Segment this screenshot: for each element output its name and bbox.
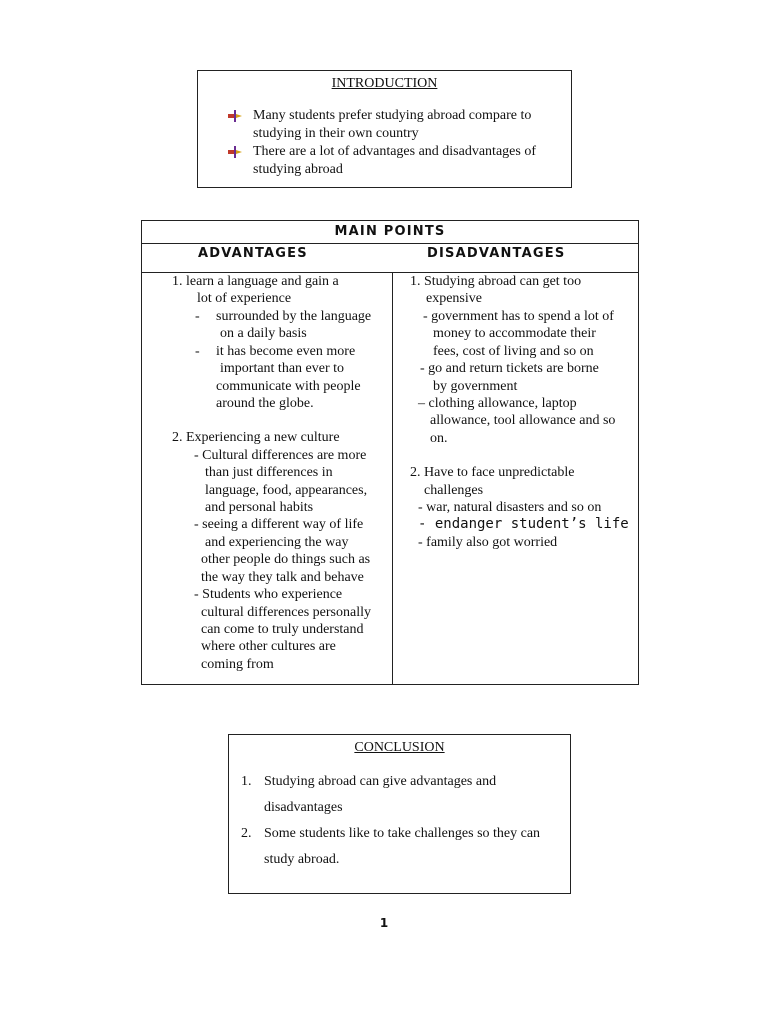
disadvantages-line: allowance, tool allowance and so [430,413,616,428]
advantages-line: - Students who experience [194,587,343,602]
introduction-bullet [228,107,538,142]
disadvantages-line: expensive [426,291,482,306]
advantages-line: important than ever to [220,361,345,376]
page-number: 1 [379,916,389,930]
advantages-line: where other cultures are [201,639,336,654]
disadvantages-line: fees, cost of living and so on [433,344,594,359]
main-points-title-row [142,221,638,244]
advantages-line: around the globe. [216,396,314,411]
advantages-line: it has become even more [216,344,356,359]
advantages-line: than just differences in [205,465,333,480]
bullet-text-line1: There are a lot of advantages and disadvantages of [253,144,536,159]
advantages-line: can come to truly understand [201,622,364,637]
column-header-row [142,243,638,273]
main-points-table [141,220,639,685]
column-divider [392,272,393,684]
disadvantages-line: by government [433,379,518,394]
advantages-line: and experiencing the way [205,535,349,550]
advantages-line: - seeing a different way of life [194,517,364,532]
arrow-bullet-icon [228,109,242,123]
disadvantages-line: - government has to spend a lot of [423,309,614,324]
conclusion-item-line: disadvantages [264,800,343,815]
disadvantages-line: money to accommodate their [433,326,596,341]
advantages-line: - Cultural differences are more [194,448,367,463]
advantages-dash: - [195,344,200,359]
advantages-line: 2. Experiencing a new culture [172,430,340,445]
advantages-line: communicate with people [216,379,361,394]
advantages-line: coming from [201,657,274,672]
disadvantages-line: 1. Studying abroad can get too [410,274,582,289]
advantages-line: 1. learn a language and gain a [172,274,339,289]
bullet-text-line2: studying abroad [253,161,343,177]
disadvantages-line: 2. Have to face unpredictable [410,465,575,480]
disadvantages-header: DISADVANTAGES [427,246,566,261]
disadvantages-line: - endanger student’s life [418,516,629,532]
disadvantages-line: challenges [424,483,484,498]
conclusion-box [228,734,571,894]
bullet-text-line2: studying in their own country [253,125,419,141]
advantages-line: other people do things such as [201,552,371,567]
disadvantages-line: - go and return tickets are borne [420,361,599,376]
conclusion-item-line: study abroad. [264,852,340,867]
advantages-line: surrounded by the language [216,309,372,324]
introduction-title: INTRODUCTION [331,76,438,91]
conclusion-item-number: 1. [241,774,252,789]
arrow-bullet-icon [228,145,242,159]
advantages-header: ADVANTAGES [198,246,308,261]
conclusion-item-number: 2. [241,826,252,841]
advantages-line: the way they talk and behave [201,570,364,585]
disadvantages-line: - war, natural disasters and so on [418,500,602,515]
conclusion-title: CONCLUSION [354,740,445,755]
introduction-bullet [228,143,538,178]
advantages-line: lot of experience [197,291,292,306]
conclusion-item-line: Studying abroad can give advantages and [264,774,497,789]
introduction-box [197,70,572,188]
advantages-line: and personal habits [205,500,314,515]
advantages-dash: - [195,309,200,324]
bullet-text-line1: Many students prefer studying abroad compare to [253,108,532,123]
conclusion-item-line: Some students like to take challenges so they can [264,826,541,841]
advantages-line: on a daily basis [220,326,307,341]
advantages-line: cultural differences personally [201,605,372,620]
disadvantages-line: – clothing allowance, laptop [418,396,577,411]
disadvantages-line: on. [430,431,448,446]
main-points-title: MAIN POINTS [334,224,446,239]
advantages-line: language, food, appearances, [205,483,368,498]
disadvantages-line: - family also got worried [418,535,558,550]
